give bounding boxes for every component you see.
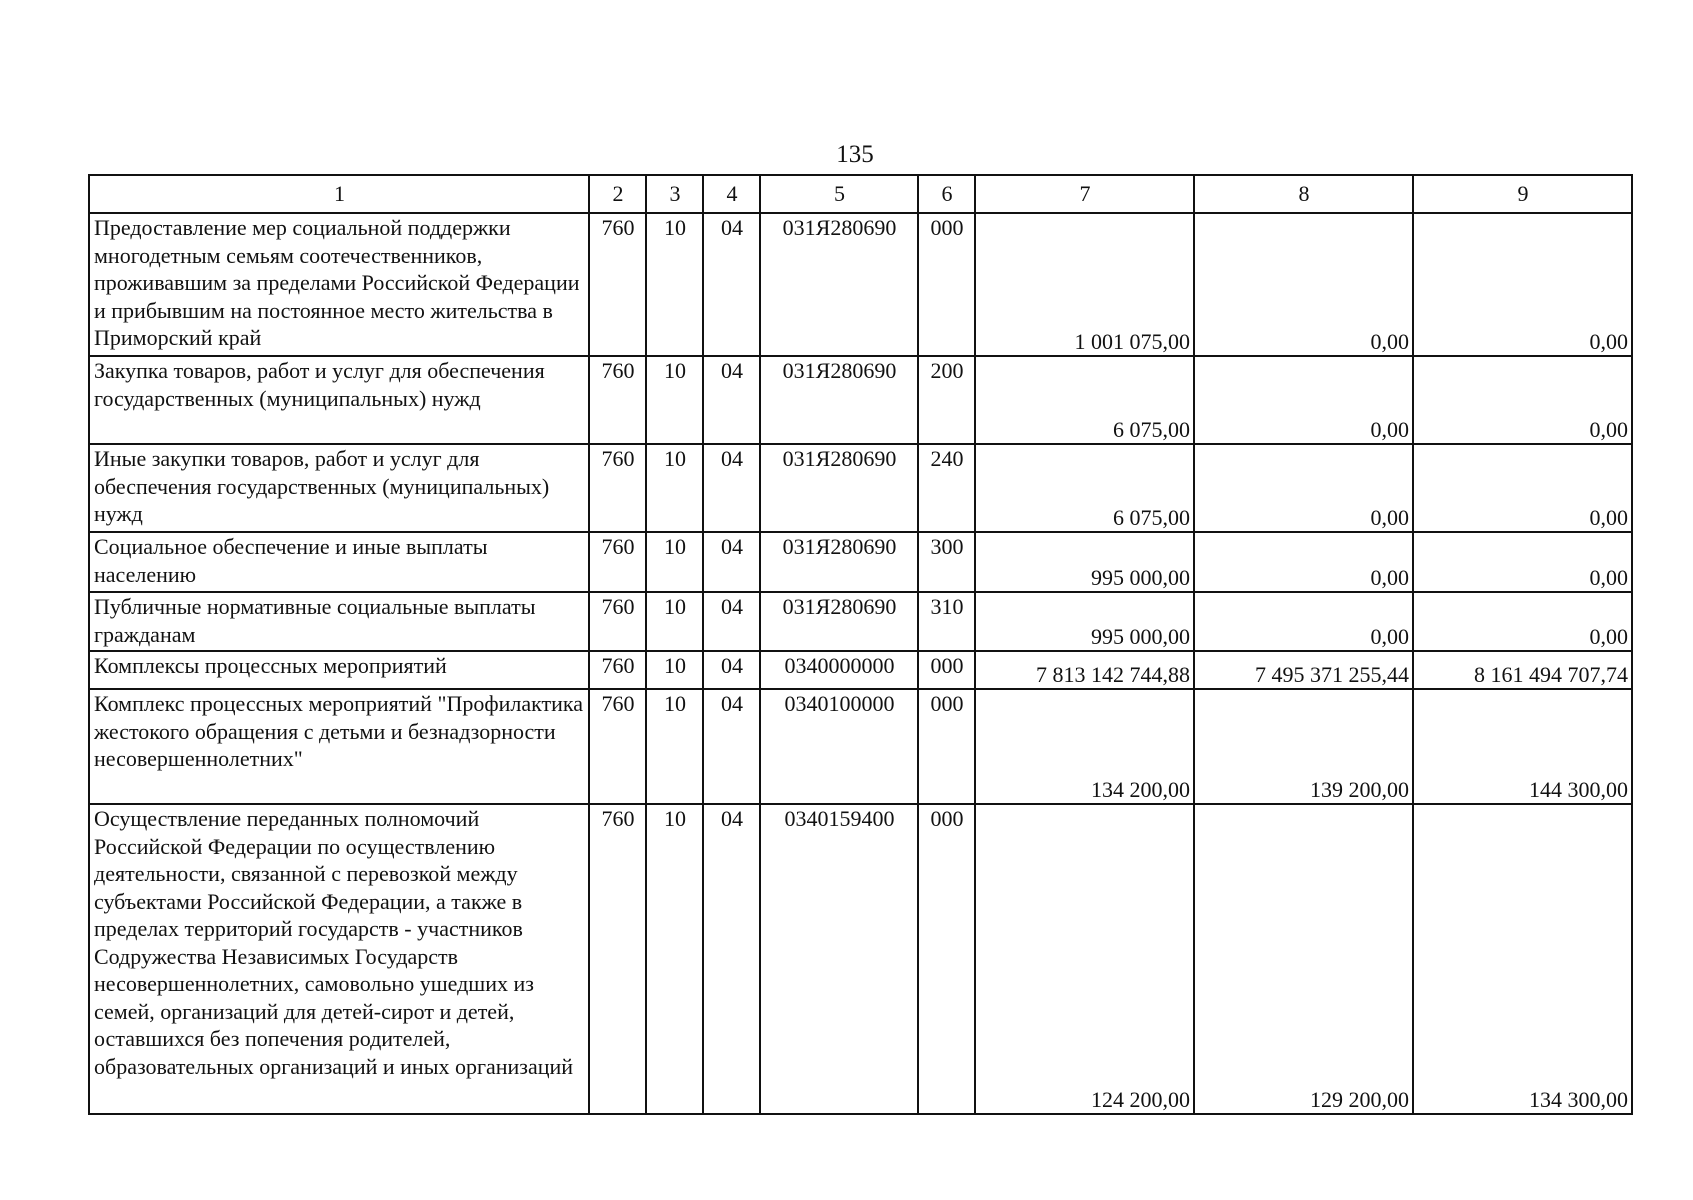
row-amount-7: 6 075,00 xyxy=(975,444,1194,532)
row-name: Осуществление переданных полномочий Российской Федерации по осуществлению деятельности, связанной с перевозкой между субъектами Российской Федерации, а также в пределах территорий государств - участников Содружества Независимых Государств несовершеннолетних, самовольно ушедших из семей, организаций для детей-сирот и детей, оставшихся без попечения родителей, образовательных организаций и иных организаций xyxy=(89,804,589,1114)
col-header-6: 6 xyxy=(918,175,975,213)
row-amount-8: 0,00 xyxy=(1194,356,1413,444)
row-amount-8: 0,00 xyxy=(1194,532,1413,592)
row-amount-7: 134 200,00 xyxy=(975,689,1194,804)
col-header-9: 9 xyxy=(1413,175,1632,213)
row-amount-7: 6 075,00 xyxy=(975,356,1194,444)
row-col6: 200 xyxy=(918,356,975,444)
row-col5: 031Я280690 xyxy=(760,213,918,356)
row-col3: 10 xyxy=(646,804,703,1114)
table-row xyxy=(89,532,1632,592)
table-row xyxy=(89,444,1632,532)
page-number: 135 xyxy=(836,141,874,168)
col-header-4: 4 xyxy=(703,175,760,213)
table-row xyxy=(89,592,1632,651)
row-col3: 10 xyxy=(646,444,703,532)
row-col3: 10 xyxy=(646,592,703,651)
row-col6: 000 xyxy=(918,804,975,1114)
row-amount-8: 0,00 xyxy=(1194,592,1413,651)
col-header-7: 7 xyxy=(975,175,1194,213)
row-col2: 760 xyxy=(589,651,646,689)
table-row xyxy=(89,804,1632,1114)
row-col4: 04 xyxy=(703,689,760,804)
row-amount-7: 124 200,00 xyxy=(975,804,1194,1114)
col-header-3: 3 xyxy=(646,175,703,213)
row-amount-7: 7 813 142 744,88 xyxy=(975,651,1194,689)
row-col2: 760 xyxy=(589,532,646,592)
table-row xyxy=(89,689,1632,804)
table-row xyxy=(89,651,1632,689)
row-col5: 031Я280690 xyxy=(760,444,918,532)
row-col4: 04 xyxy=(703,532,760,592)
row-amount-8: 139 200,00 xyxy=(1194,689,1413,804)
row-col4: 04 xyxy=(703,213,760,356)
row-col4: 04 xyxy=(703,356,760,444)
row-amount-9: 0,00 xyxy=(1413,356,1632,444)
header-row xyxy=(89,175,1632,213)
row-col4: 04 xyxy=(703,444,760,532)
row-col3: 10 xyxy=(646,651,703,689)
table-row xyxy=(89,356,1632,444)
row-amount-9: 0,00 xyxy=(1413,213,1632,356)
table-row xyxy=(89,213,1632,356)
row-col2: 760 xyxy=(589,592,646,651)
row-amount-9: 0,00 xyxy=(1413,532,1632,592)
row-amount-7: 1 001 075,00 xyxy=(975,213,1194,356)
col-header-8: 8 xyxy=(1194,175,1413,213)
row-col3: 10 xyxy=(646,532,703,592)
row-col5: 031Я280690 xyxy=(760,592,918,651)
row-name: Закупка товаров, работ и услуг для обеспечения государственных (муниципальных) нужд xyxy=(89,356,589,444)
col-header-5: 5 xyxy=(760,175,918,213)
row-col3: 10 xyxy=(646,213,703,356)
row-col2: 760 xyxy=(589,689,646,804)
row-name: Иные закупки товаров, работ и услуг для обеспечения государственных (муниципальных) нужд xyxy=(89,444,589,532)
row-col2: 760 xyxy=(589,804,646,1114)
row-col5: 031Я280690 xyxy=(760,532,918,592)
row-col5: 031Я280690 xyxy=(760,356,918,444)
row-col6: 000 xyxy=(918,213,975,356)
row-amount-9: 8 161 494 707,74 xyxy=(1413,651,1632,689)
row-amount-8: 0,00 xyxy=(1194,213,1413,356)
row-amount-8: 129 200,00 xyxy=(1194,804,1413,1114)
col-header-2: 2 xyxy=(589,175,646,213)
row-col6: 240 xyxy=(918,444,975,532)
row-name: Предоставление мер социальной поддержки многодетным семьям соотечественников, проживавшим за пределами Российской Федерации и прибывшим на постоянное место жительства в Приморский край xyxy=(89,213,589,356)
row-col4: 04 xyxy=(703,804,760,1114)
row-amount-8: 7 495 371 255,44 xyxy=(1194,651,1413,689)
row-amount-8: 0,00 xyxy=(1194,444,1413,532)
row-col5: 0340100000 xyxy=(760,689,918,804)
row-name: Комплекс процессных мероприятий "Профилактика жестокого обращения с детьми и безнадзорности несовершеннолетних" xyxy=(89,689,589,804)
row-col3: 10 xyxy=(646,689,703,804)
row-name: Публичные нормативные социальные выплаты гражданам xyxy=(89,592,589,651)
row-amount-9: 144 300,00 xyxy=(1413,689,1632,804)
row-col4: 04 xyxy=(703,651,760,689)
row-name: Социальное обеспечение и иные выплаты населению xyxy=(89,532,589,592)
row-col6: 300 xyxy=(918,532,975,592)
row-col2: 760 xyxy=(589,213,646,356)
row-amount-7: 995 000,00 xyxy=(975,592,1194,651)
col-header-1: 1 xyxy=(89,175,589,213)
row-amount-9: 0,00 xyxy=(1413,592,1632,651)
row-col2: 760 xyxy=(589,356,646,444)
row-col6: 310 xyxy=(918,592,975,651)
row-amount-9: 0,00 xyxy=(1413,444,1632,532)
row-col4: 04 xyxy=(703,592,760,651)
row-col5: 0340159400 xyxy=(760,804,918,1114)
row-col5: 0340000000 xyxy=(760,651,918,689)
row-amount-9: 134 300,00 xyxy=(1413,804,1632,1114)
row-col3: 10 xyxy=(646,356,703,444)
row-col2: 760 xyxy=(589,444,646,532)
budget-table xyxy=(88,174,1633,1115)
row-col6: 000 xyxy=(918,689,975,804)
row-amount-7: 995 000,00 xyxy=(975,532,1194,592)
row-col6: 000 xyxy=(918,651,975,689)
row-name: Комплексы процессных мероприятий xyxy=(89,651,589,689)
